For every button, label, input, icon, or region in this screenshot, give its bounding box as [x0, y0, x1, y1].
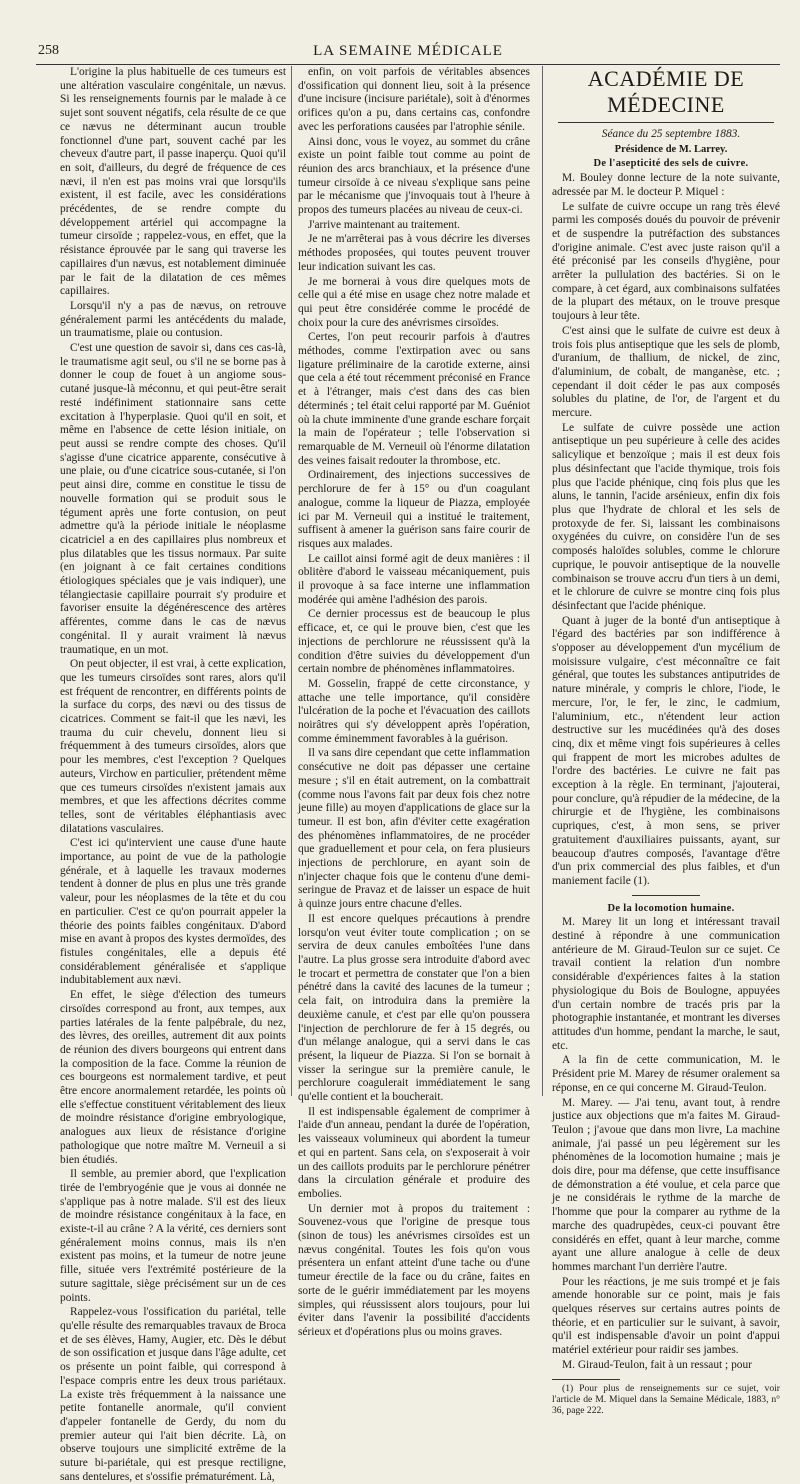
page-number: 258 — [38, 43, 59, 58]
paragraph: enfin, on voit parfois de véritables absences d'ossification qui donnent lieu, soit à la présence d'une incisure (incisure pariétale), soit à d'énormes orifices qu'on a pu, dans certains cas, confondre avec les perforations causées par l'atrophie sénile. — [298, 66, 530, 133]
paragraph: Certes, l'on peut recourir parfois à d'autres méthodes, comme l'extirpation avec ou sans ligature préliminaire de la carotide externe, ainsi que cela a été tout récemment préconisé en France et à l'étranger, mais c'est dans des cas bien déterminés ; tel était celui rapporté par M. Guéniot où la chute imminente d'une grande eschare forçait la main de l'opérateur ; telle l'observation si remarquable de M. Verneuil où l'énorme dilatation des veines faisait redouter la thrombose, etc. — [298, 331, 530, 467]
paragraph: A la fin de cette communication, M. le Président prie M. Marey de résumer oralement sa réponse, en ce qui concerne M. Giraud-Teulon. — [552, 1054, 780, 1094]
academy-title-rule — [558, 122, 775, 123]
paragraph: J'arrive maintenant au traitement. — [308, 218, 460, 231]
paragraph: M. Giraud-Teulon, fait à un ressaut ; pour — [562, 1358, 752, 1371]
paragraph: Lorsqu'il n'y a pas de nævus, on retrouve généralement parmi les antécédents du malade, un traumatisme, plaie ou contusion. — [60, 299, 286, 340]
paragraph: Le sulfate de cuivre occupe un rang très élevé parmi les composés doués du pouvoir de prévenir et de suspendre la putréfaction des substances d'origine animale. C'est avec juste raison qu'il a été préconisé par les conseils d'hygiène, pour arrêter la pullulation des bactéries. Si on le compare, à cet égard, aux combinaisons sulfatées de la plupart des métaux, on le trouve presque toujours à leur tête. — [552, 200, 780, 323]
journal-title: LA SEMAINE MÉDICALE — [313, 42, 503, 59]
paragraph: M. Bouley donne lecture de la note suivante, adressée par M. le docteur P. Miquel : — [552, 172, 780, 198]
academy-title: ACADÉMIE DE MÉDECINE — [587, 66, 745, 117]
paragraph: On peut objecter, il est vrai, à cette explication, que les tumeurs cirsoïdes sont rares, alors qu'il est fréquent de rencontrer, en différents points de la surface du corps, des nævi ou des tissus de cicatrices. Comment se fait-il que les nævi, les trauma du cuir chevelu, donnent lieu si fréquemment à des tumeurs cirsoïdes, alors que pour les membres, c'est l'exception ? Quelques auteurs, Virchow en particulier, prétendent même que ces tumeurs cirsoïdes n'existent jamais aux membres, et que les affections décrites comme telles, sont de véritables éléphantiasis avec dilatations vasculaires. — [60, 658, 286, 835]
paragraph: Pour les réactions, je me suis trompé et je fais amende honorable sur ce point, mais je fais quelques réserves sur certains autres points de théorie, et en particulier sur le suivant, à savoir, qu'il est indispensable d'avoir un point d'appui matériel extérieur pour raidir ses jambes. — [552, 1275, 780, 1357]
section-separator — [632, 895, 700, 896]
paragraph: Le caillot ainsi formé agit de deux manières : il oblitère d'abord le vaisseau mécaniquement, puis il provoque à sa face interne une inflammation modérée qui amène l'adhésion des parois. — [298, 552, 530, 606]
paragraph: C'est ici qu'intervient une cause d'une haute importance, au point de vue de la pathologie générale, et à laquelle les travaux modernes tendent à donner de plus en plus une très grande valeur, pour les néoplasmes de la tête et du cou en particulier. C'est ce qu'on pourrait appeler la théorie des points faibles congénitaux. D'abord mise en avant à propos des kystes dermoïdes, des fistules congénitales, elle a depuis été considérablement généralisée et s'applique indubitablement aux nævi. — [60, 837, 286, 987]
paragraph: Je me bornerai à vous dire quelques mots de celle qui a été mise en usage chez notre malade et qui peut être considérée comme le procédé de choix pour la cure des anévrismes cirsoïdes. — [298, 275, 530, 329]
paragraph: Il est indispensable également de comprimer à l'aide d'un anneau, pendant la durée de l'opération, les vaisseaux volumineux qui abordent la tumeur et qui en partent. Sans cela, on s'exposerait à voir un des caillots produits par le perchlorure pénétrer dans la circulation générale et produire des embolies. — [298, 1105, 530, 1200]
paragraph: Je ne m'arrêterai pas à vous décrire les diverses méthodes proposées, qui toutes peuvent trouver leur indication suivant les cas. — [298, 233, 530, 273]
paragraph: En effet, le siège d'élection des tumeurs cirsoïdes correspond au front, aux tempes, aux parties latérales de la fente palpébrale, du nez, des lèvres, des oreilles, autrement dit aux points de réunion des divers bourgeons qui entrent dans la composition de la face. Comme la réunion de ces bourgeons est normalement tardive, et peut être encore anormalement retardée, les points où elle s'effectue constituent véritablement des lieux de moindre résistance d'origine embryologique, analogues aux lieux de résistance d'origine pathologique que notre maître M. Verneuil a si bien étudiés. — [60, 989, 286, 1166]
section-heading-copper-salts: De l'asepticité des sels de cuivre. — [593, 158, 749, 170]
column-divider — [542, 66, 543, 1096]
paragraph: M. Marey lit un long et intéressant travail destiné à répondre à une communication antérieure de M. Giraud-Teulon sur ce sujet. Ce travail contient la relation d'un nombre considérable d'expériences faites à la station physiologique du Bois de Boulogne, appuyées d'un certain nombre de tracés pris par la photographie instantanée, et montrant les diverses attitudes d'un homme, pendant la marche, le saut, etc. — [552, 916, 780, 1052]
paragraph: M. Marey. — J'ai tenu, avant tout, à rendre justice aux objections que m'a faites M. Giraud-Teulon ; j'avoue que dans mon livre, La machine animale, j'ai passé un peu légèrement sur les phénomènes de la locomotion humaine ; mais je dois dire, pour ma défense, que cette insuffisance de démonstration a été voulue, et cela parce que je ne considérais le rythme de la marche de l'homme que pour la comparer au rythme de la marche des quadrupèdes, ceux-ci pouvant être considérés en effet, quant à leur marche, comme ayant une allure analogue à celle de deux hommes marchant l'un derrière l'autre. — [552, 1096, 780, 1273]
paragraph: Il va sans dire cependant que cette inflammation consécutive ne doit pas dépasser une certaine mesure ; s'il en était autrement, on la combattrait (comme nous l'avons fait par deux fois chez notre jeune fille) au moyen d'applications de glace sur la tumeur. Il est bon, afin d'éviter cette exagération des phénomènes inflammatoires, de ne procéder que graduellement et pour cela, on fera plusieurs injections de perchlorure, en ayant soin de n'injecter chaque fois que le contenu d'une demi-seringue de Pravaz et de laisser un espace de huit à quinze jours entre chacune d'elles. — [298, 747, 530, 911]
column-1 — [60, 66, 286, 1483]
paragraph: Rappelez-vous l'ossification du pariétal, telle qu'elle résulte des remarquables travaux de Broca et de ses élèves, Hamy, Augier, etc. Dès le début de son ossification et jusque dans l'âge adulte, cet os présente un point faible, qui correspond à l'espace compris entre les deux trous pariétaux. La existe très fréquemment à la naissance une petite fontanelle anormale, qu'il convient d'appeler fontanelle de Gerdy, du nom du premier auteur qui l'ait bien décrite. Là, on observe toujours une simplicité extrême de la suture bi-pariétale, qui est presque rectiligne, sans dentelures, et s'ossifie prématurément. Là, — [60, 1306, 286, 1483]
column-divider — [291, 66, 292, 1096]
column-2 — [298, 66, 530, 1338]
paragraph: Quant à juger de la bonté d'un antiseptique à l'égard des bactéries par son indifférence à s'opposer au développement d'un mycélium de moisissure vulgaire, c'est méconnaître ce fait général, que toutes les substances antiputrides de nature minérale, y compris le chlore, l'iode, le mercure, l'or, le fer, le zinc, le cadmium, l'aluminium, etc., n'étendent leur action destructive sur les mucédinées qu'à des doses cinq, dix et même vingt fois supérieures à celles qui frappent de mort les microbes adultes de l'ordre des bactéries. Le cuivre ne fait pas exception à la règle. En terminant, j'ajouterai, pour conclure, qu'à répudier de la médecine, de la chirurgie et de l'hygiène, les combinaisons cupriques, c'est, à mon sens, se priver gratuitement d'auxiliaires puissants, ayant, sur beaucoup d'autres composés, l'avantage d'être d'un prix commercial des plus faibles, et d'un maniement facile (1). — [552, 614, 780, 887]
paragraph: M. Gosselin, frappé de cette circonstance, y attache une telle importance, qu'il considère l'ulcération de la poche et l'évacuation des caillots noirâtres qui s'y développent après l'opération, comme éminemment favorables à la guérison. — [298, 677, 530, 745]
paragraph: Il est encore quelques précautions à prendre lorsqu'on veut éviter toute complication ; on se servira de deux canules emboîtées l'une dans l'autre. La plus grosse sera introduite d'abord avec le trocart et permettra de constater que l'on a bien pénétré dans la cavité des lacunes de la tumeur ; cela fait, on introduira dans la première la deuxième canule, et c'est par elle qu'on poussera l'injection de perchlorure de fer à 15 degrés, ou d'un mélange analogue, qui a servi dans le cas présent, la liqueur de Piazza. Si l'on se bornait à visser la seringue sur la première canule, le perchlorure coagulerait immédiatement le sang qu'elle contient et la boucherait. — [298, 912, 530, 1104]
paragraph: Il semble, au premier abord, que l'explication tirée de l'embryogénie que je vous ai donnée ne s'applique pas à notre malade. S'il est des lieux de moindre résistance congénitaux à la face, en existe-t-il au crâne ? A la vérité, ces derniers sont généralement moins connus, mais ils n'en existent pas moins, et la tumeur de notre jeune fille, située vers l'extrémité postérieure de la suture sagittale, siège précisément sur un de ces points. — [60, 1168, 286, 1304]
footnote-rule — [552, 1379, 620, 1380]
presidency-line: Présidence de M. Larrey. — [614, 143, 728, 155]
page-header — [38, 40, 778, 62]
session-date: Séance du 25 septembre 1883. — [601, 128, 741, 140]
paragraph: Ordinairement, des injections successives de perchlorure de fer à 15° ou d'un coagulant analogue, comme la liqueur de Piazza, employée ici par M. Verneuil qui a institué le traitement, suffisent à amener la guérison sans faire courir de risques aux malades. — [298, 469, 530, 550]
footnote: (1) Pour plus de renseignements sur ce sujet, voir l'article de M. Miquel dans la Semaine Médicale, 1883, n° 36, page 222. — [552, 1382, 780, 1417]
column-3 — [552, 66, 780, 1417]
paragraph: C'est ainsi que le sulfate de cuivre est deux à trois fois plus antiseptique que les sels de plomb, d'uranium, de thallium, de nickel, de zinc, d'aluminium, de cobalt, de manganèse, etc. ; cependant il doit céder le pas aux composés solubles du platine, de l'or, de l'argent et du mercure. — [552, 324, 780, 420]
paragraph: Un dernier mot à propos du traitement : Souvenez-vous que l'origine de presque tous (sinon de tous) les anévrismes cirsoïdes est un nævus congénital. Toutes les fois qu'on vous présentera un enfant atteint d'une tache ou d'une tumeur érectile de la face ou du crâne, faites en sorte de le guérir immédiatement par les moyens simples, qui réussissent alors toujours, pour lui éviter dans l'avenir la possibilité d'accidents sérieux et d'opérations plus ou moins graves. — [298, 1202, 530, 1338]
paragraph: Ce dernier processus est de beaucoup le plus efficace, et, ce qui le prouve bien, c'est que les injections de perchlorure ne réussissent qu'à la condition d'être suivies du développement d'un certain nombre de phénomènes inflammatoires. — [298, 608, 530, 676]
section-heading-locomotion: De la locomotion humaine. — [607, 902, 735, 914]
paragraph: L'origine la plus habituelle de ces tumeurs est une altération vasculaire congénitale, un nævus. Si les renseignements fournis par le malade à ce sujet sont souvent négatifs, cela résulte de ce que ce nævus ne déterminant aucun trouble fonctionnel d'une part, souvent caché par les cheveux d'autre part, il passe inaperçu. Quoi qu'il en soit, d'ailleurs, du degré de fréquence de ces nævi, il n'en est pas moins vrai que lorsqu'ils existent, il est facile, avec les considérations précédentes, de se rendre compte du développement artériel qui accompagne la tumeur cirsoïde ; rappelez-vous, en effet, que la résistance éprouvée par le sang qui traverse les capillaires d'un nævus, est notablement diminuée par le fait de la dilatation de ces mêmes capillaires. — [60, 66, 286, 298]
paragraph: C'est une question de savoir si, dans ces cas-là, le traumatisme agit seul, ou s'il ne se borne pas à donner le coup de fouet à un angiome sous-cutané jusque-là méconnu, et qui peut-être serait resté indéfiniment stationnaire sans cette excitation à l'hyperplasie. Quoi qu'il en soit, et même en l'absence de cette lésion initiale, on peut aussi se rendre compte des choses. Qu'il s'agisse d'une cicatrice apparente, consécutive à une plaie, ou d'une cicatrice sous-cutanée, si l'on peut ainsi dire, comme en constitue le tissu de nouvelle formation qui se produit sous le tégument après une forte contusion, on peut admettre qu'à la période initiale le néoplasme cicatriciel a en des capillaires plus nombreux et plus dilatables que les tissus normaux. Par suite (en joignant à ce fait certaines conditions étiologiques spéciales que je vais indiquer), une télangiectasie capillaire pourrait s'y produire et favoriser ensuite la dégénérescence des artères afférentes, comme dans le cas de nævus congénital. Il y aurait vraiment là nævus traumatique, en un mot. — [60, 342, 286, 656]
header-rule — [36, 64, 780, 65]
paragraph: Ainsi donc, vous le voyez, au sommet du crâne existe un point faible tout comme au point de réunion des arcs branchiaux, et la présence d'une tumeur cirsoïde à ce niveau s'explique sans peine par le mécanisme que j'invoquais tout à l'heure à propos des tumeurs placées au niveau de ceux-ci. — [298, 135, 530, 217]
paragraph: Le sulfate de cuivre possède une action antiseptique un peu supérieure à celle des acides salicylique et benzoïque ; mais il est deux fois plus désinfectant que l'acide thymique, trois fois plus que l'acide phénique, cinq fois plus que les aluns, le tannin, l'acide arsénieux, enfin dix fois plus que l'hydrate de chloral et les sels de protoxyde de fer. Si, laissant les combinaisons oxygénées du cuivre, on considère l'un de ses composés haloïdes solubles, comme le chlorure cuprique, le pouvoir antiseptique de la nouvelle combinaison se trouve accru d'un tiers à un demi, et le chlorure de cuivre se montre cinq fois plus désinfectant que l'acide phénique. — [552, 421, 780, 612]
